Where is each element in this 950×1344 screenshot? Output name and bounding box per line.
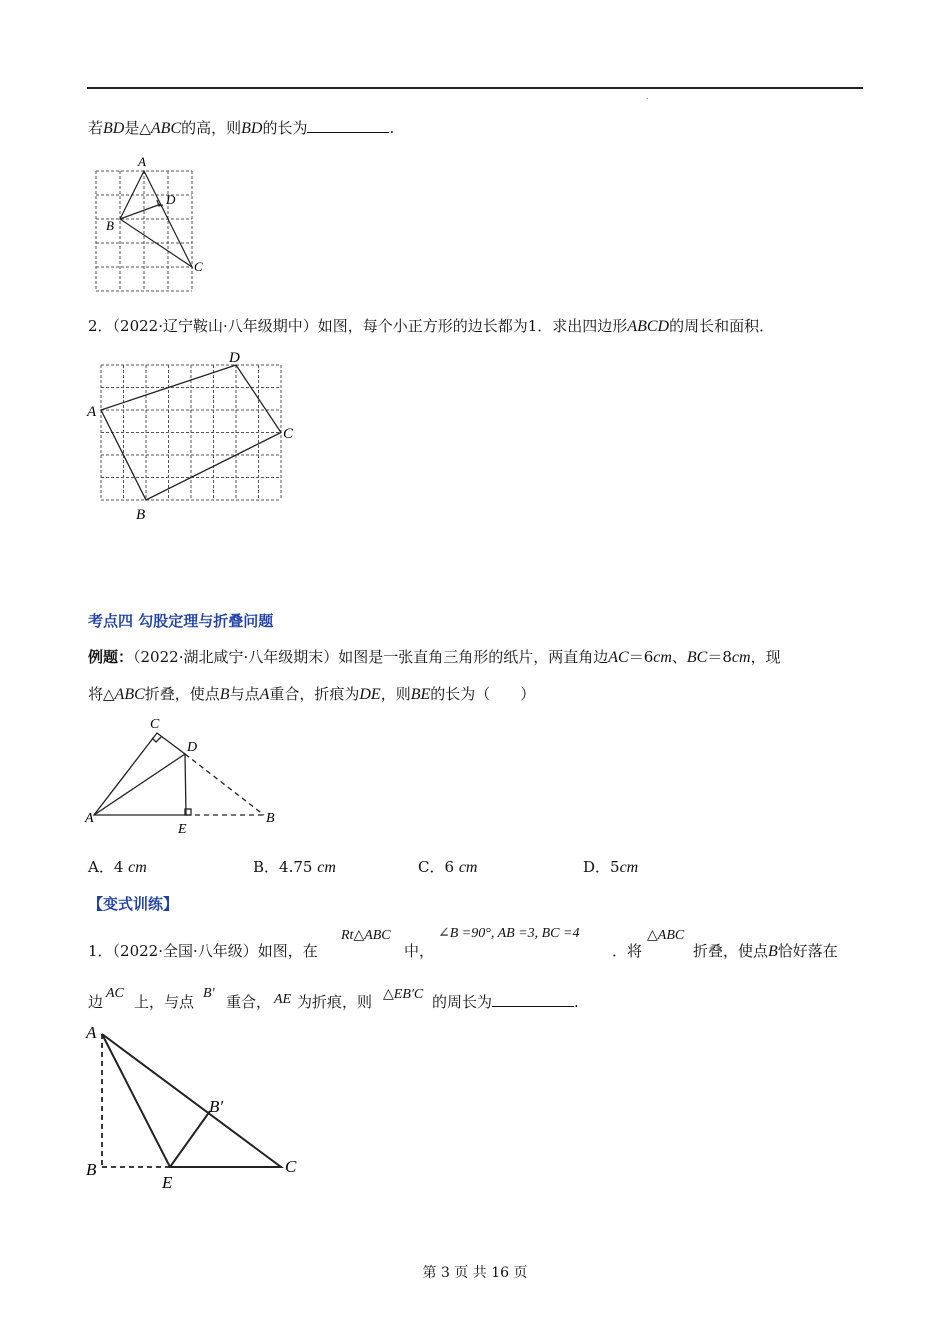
example-b: B (219, 686, 230, 703)
figure-prev-triangle (88, 150, 218, 295)
header-rule (87, 87, 863, 89)
example-line1 (88, 647, 781, 668)
option-b-letter: B． (253, 858, 280, 876)
example-line1-end: ，现 (750, 648, 781, 666)
label-a: A (85, 811, 94, 826)
option-d-value: 5 (610, 858, 620, 876)
q-prev-abc: ABC (150, 120, 182, 137)
figure-q2-quadrilateral (86, 346, 306, 524)
variant-q1-line2 (88, 992, 103, 1012)
label-d: D (229, 350, 240, 366)
variant-answer-blank (492, 992, 574, 1007)
q-prev-end: . (389, 119, 395, 137)
variant-q1-dot-jiang: ．将 (612, 942, 643, 960)
variant-q1-line2-c: 重合， (226, 993, 272, 1011)
triangle-solid (94, 733, 191, 815)
label-e: E (162, 1173, 173, 1192)
example-line2-a: 将△ (88, 685, 115, 703)
q2-text-after: 的周长和面积． (669, 317, 775, 335)
q-prev-mid: 的高，则 (181, 119, 242, 137)
label-d: D (166, 192, 176, 207)
header-dot: . (646, 92, 649, 101)
fold-dashed (185, 754, 264, 815)
option-b[interactable] (253, 857, 336, 878)
variant-q1-line2-e: 的周长为 (432, 993, 493, 1011)
label-c: C (285, 1157, 297, 1176)
example-be: BE (410, 686, 431, 703)
variant-q1-line2-b: 上，与点 (134, 993, 195, 1011)
example-line2-c: 与点 (229, 685, 260, 703)
variant-q1-line1 (88, 941, 318, 961)
example-sep: 、 (671, 648, 687, 666)
variant-q1-tri-abc: △ABC (647, 928, 685, 943)
option-a-value: 4 (113, 858, 124, 876)
q-prev-text (88, 118, 394, 139)
label-d: D (187, 740, 198, 755)
option-d[interactable] (583, 857, 638, 878)
example-a: A (259, 686, 270, 703)
variant-q1-bprime: B′ (203, 986, 215, 1001)
q-prev-is: 是△ (124, 119, 151, 137)
variant-q1-line2-a: 边 (88, 993, 104, 1011)
example-de: DE (359, 686, 381, 703)
q-prev-prefix: 若 (88, 119, 104, 137)
variant-q1-rt-abc: Rt△ABC (341, 928, 391, 943)
label-c: C (150, 717, 160, 732)
variant-q1-tri-ebc: △EB′C (383, 987, 424, 1002)
option-c-letter: C． (418, 858, 445, 876)
grid-lines (101, 365, 281, 500)
example-bc: BC (686, 649, 708, 666)
label-b: B (86, 1160, 97, 1179)
variant-q1-b: B (768, 943, 778, 960)
label-a: A (138, 154, 146, 169)
page-footer: 第 3 页 共 16 页 (422, 1265, 528, 1281)
option-c[interactable] (418, 857, 477, 878)
variant-q1-end: . (574, 993, 579, 1011)
example-ac: AC (608, 649, 629, 666)
label-a: A (87, 404, 97, 420)
variant-q1-line2-d: 为折痕，则 (297, 993, 373, 1011)
q-prev-suffix: 的长为 (262, 119, 308, 137)
option-a-unit: cm (128, 859, 147, 876)
label-b: B (266, 811, 275, 826)
variant-title: 【变式训练】 (88, 895, 179, 913)
triangle-solid (102, 1034, 281, 1167)
option-a-letter: A． (88, 858, 114, 876)
label-bprime: B′ (209, 1097, 224, 1116)
example-line2-d: 重合，折痕为 (269, 685, 360, 703)
example-label: 例题： (88, 648, 134, 666)
label-b: B (106, 218, 114, 233)
variant-q1-ac: AC (106, 986, 124, 1001)
example-line2-e: ，则 (380, 685, 411, 703)
variant-q1-text-a: （2022·全国·八年级）如图，在 (112, 942, 318, 960)
q2-abcd: ABCD (627, 318, 670, 335)
q2-text-before: （2022·辽宁鞍山·八年级期中）如图，每个小正方形的边长都为1．求出四边形 (112, 317, 628, 335)
variant-q1-number: 1． (88, 942, 113, 960)
variant-q1-line2-tail (432, 992, 579, 1012)
answer-blank (307, 118, 389, 133)
variant-q1-text-c: 恰好落在 (777, 942, 838, 960)
label-e: E (178, 822, 187, 837)
option-a[interactable] (88, 857, 147, 878)
figure-example-fold (84, 710, 284, 838)
label-a: A (86, 1023, 97, 1042)
example-text-a: （2022·湖北咸宁·八年级期末）如图是一张直角三角形的纸片，两直角边 (133, 648, 609, 666)
example-cm1: cm (653, 649, 672, 666)
example-eq6: ＝6 (628, 648, 654, 666)
variant-q1-text-b: 折叠，使点 (693, 942, 769, 960)
q2-number: 2． (88, 317, 113, 335)
example-line2-b: 折叠，使点 (144, 685, 220, 703)
q2-text (88, 316, 774, 337)
option-c-value: 6 (444, 858, 455, 876)
example-line2-f: 的长为（ ） (430, 685, 536, 703)
variant-q1-ae: AE (274, 992, 292, 1007)
example-abc: ABC (114, 686, 145, 703)
label-b: B (136, 507, 146, 523)
option-b-unit: cm (317, 859, 336, 876)
option-d-unit: cm (619, 859, 639, 876)
q-prev-bd1: BD (103, 120, 125, 137)
example-cm2: cm (731, 649, 751, 666)
figure-variant-fold (82, 1020, 312, 1192)
example-line2 (88, 684, 535, 705)
variant-q1-condition: ∠B =90°, AB =3, BC =4 (438, 926, 580, 941)
example-eq8: ＝8 (707, 648, 732, 666)
option-c-unit: cm (458, 859, 478, 876)
label-c: C (283, 426, 294, 442)
label-c: C (194, 259, 203, 274)
section4-title: 考点四 勾股定理与折叠问题 (88, 612, 274, 630)
variant-q1-zhong: 中， (404, 942, 435, 960)
q-prev-bd2: BD (241, 120, 263, 137)
option-b-value: 4.75 (279, 858, 313, 876)
option-d-letter: D． (583, 858, 611, 876)
variant-q1-line1-tail (693, 941, 838, 962)
